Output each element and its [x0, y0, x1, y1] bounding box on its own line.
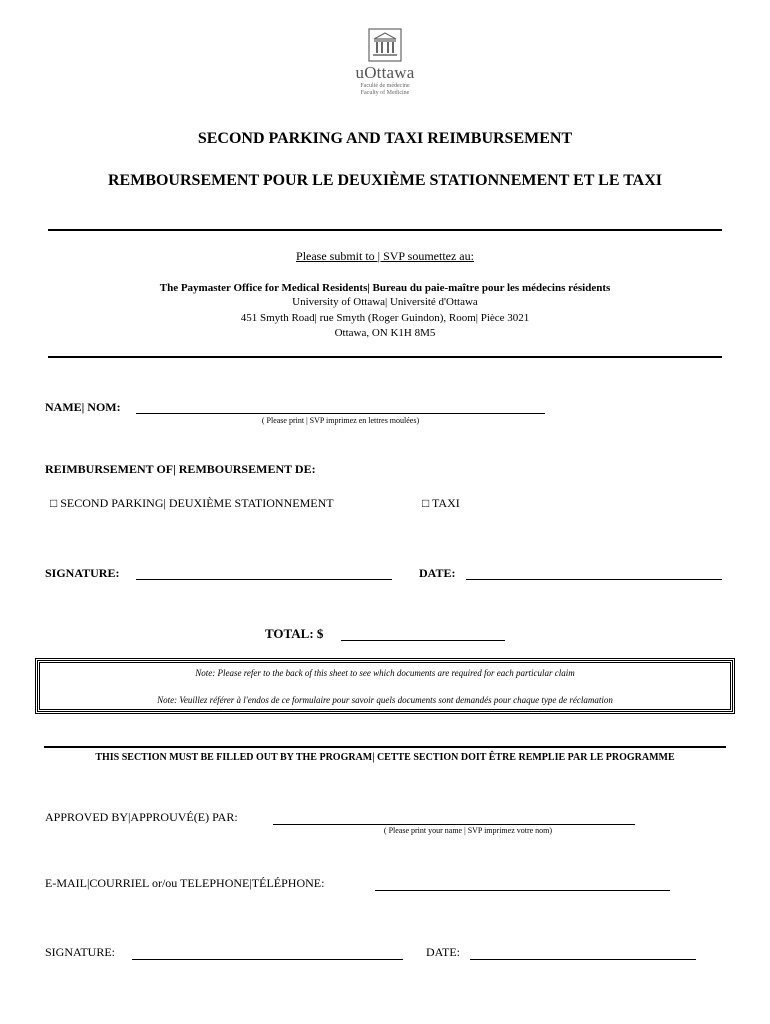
- city-address: Ottawa, ON K1H 8M5: [334, 327, 436, 339]
- contact-field[interactable]: [375, 876, 670, 891]
- program-signature-field[interactable]: [132, 944, 403, 960]
- total-label: TOTAL: $: [265, 626, 324, 641]
- logo-subtitle-en: Faculty of Medicine: [360, 90, 410, 96]
- contact-label: E-MAIL|COURRIEL or/ou TELEPHONE|TÉLÉPHONE:: [45, 876, 325, 890]
- form-title-fr: REMBOURSEMENT POUR LE DEUXIÈME STATIONNEMENT ET LE TAXI: [107, 172, 663, 189]
- checkbox-second-parking[interactable]: □ SECOND PARKING| DEUXIÈME STATIONNEMENT: [50, 496, 334, 510]
- name-field[interactable]: [136, 399, 545, 414]
- total-field[interactable]: [341, 625, 505, 641]
- divider: [48, 356, 722, 358]
- approved-by-hint: ( Please print your name | SVP imprimez votre nom): [383, 826, 553, 835]
- signature-field[interactable]: [136, 565, 392, 580]
- paymaster-office: The Paymaster Office for Medical Residents| Bureau du paie-maître pour les médecins résidents: [159, 282, 611, 294]
- date-field[interactable]: [466, 565, 722, 580]
- approved-by-field[interactable]: [273, 810, 635, 825]
- checkbox-taxi[interactable]: □ TAXI: [422, 496, 460, 510]
- name-label: NAME| NOM:: [45, 400, 121, 414]
- program-date-field[interactable]: [470, 944, 696, 960]
- logo-subtitle-fr: Faculté de médecine: [360, 83, 410, 89]
- date-label: DATE:: [419, 566, 456, 580]
- approved-by-label: APPROVED BY|APPROUVÉ(E) PAR:: [45, 810, 238, 824]
- program-section-heading: THIS SECTION MUST BE FILLED OUT BY THE PROGRAM| CETTE SECTION DOIT ÊTRE REMPLIE PAR LE PROGRAMME: [95, 752, 675, 763]
- form-title-en: SECOND PARKING AND TAXI REIMBURSEMENT: [197, 130, 573, 147]
- name-hint: ( Please print | SVP imprimez en lettres moulées): [261, 416, 420, 425]
- street-address: 451 Smyth Road| rue Smyth (Roger Guindon), Room| Pièce 3021: [240, 312, 530, 324]
- program-signature-label: SIGNATURE:: [45, 945, 116, 959]
- divider: [44, 746, 726, 748]
- signature-label: SIGNATURE:: [45, 566, 120, 580]
- logo-wordmark: uOttawa: [355, 63, 415, 82]
- note-box: [37, 660, 733, 712]
- program-date-label: DATE:: [426, 945, 460, 959]
- note-en: Note: Please refer to the back of this sheet to see which documents are required for each particular claim: [195, 668, 575, 678]
- university-building-icon: [368, 28, 402, 62]
- note-fr: Note: Veuillez référer à l'endos de ce formulaire pour savoir quels documents sont demandés pour chaque type de réclamation: [157, 695, 613, 705]
- divider: [48, 229, 722, 231]
- reimbursement-label: REIMBURSEMENT OF| REMBOURSEMENT DE:: [45, 462, 316, 476]
- university-name: University of Ottawa| Université d'Ottawa: [292, 296, 478, 308]
- submit-heading: Please submit to | SVP soumettez au:: [296, 249, 474, 263]
- uottawa-logo: [335, 28, 435, 97]
